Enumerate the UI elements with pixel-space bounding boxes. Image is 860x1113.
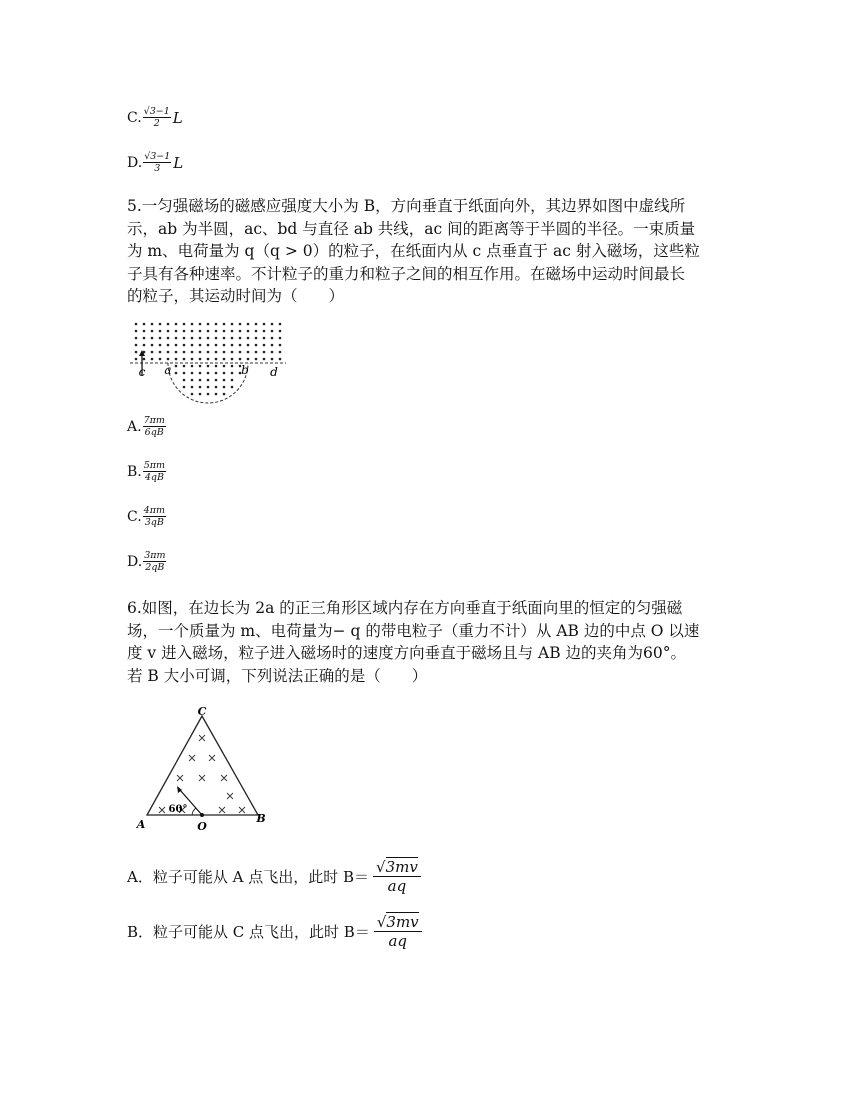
- question-line: 6.如图，在边长为 2a 的正三角形区域内存在方向垂直于纸面向里的恒定的匀强磁: [127, 599, 683, 617]
- q5-option-a[interactable]: [127, 415, 166, 438]
- field-dot: [159, 337, 162, 340]
- field-cross: [199, 775, 205, 781]
- field-dot: [215, 365, 218, 368]
- field-dot: [247, 351, 250, 354]
- field-dot: [255, 323, 258, 326]
- field-dot: [199, 344, 202, 347]
- semicircle-boundary: [168, 363, 248, 403]
- field-dot: [183, 386, 186, 389]
- field-dot: [135, 330, 138, 333]
- field-dot: [263, 337, 266, 340]
- field-dot: [271, 358, 274, 361]
- question-line: 若 B 大小可调，下列说法正确的是（ ）: [127, 666, 428, 685]
- field-dot: [167, 337, 170, 340]
- field-dot: [135, 344, 138, 347]
- field-dot: [151, 344, 154, 347]
- option-label: D.: [127, 154, 143, 171]
- field-dot: [231, 351, 234, 354]
- triangle-region: [147, 716, 258, 815]
- field-dot: [263, 351, 266, 354]
- field-dot: [223, 372, 226, 375]
- question-5-figure: [128, 318, 288, 408]
- field-dot: [223, 358, 226, 361]
- field-dot: [191, 365, 194, 368]
- field-dot: [151, 351, 154, 354]
- field-dot: [279, 330, 282, 333]
- field-dot: [255, 358, 258, 361]
- field-dot: [167, 323, 170, 326]
- field-dot: [175, 351, 178, 354]
- option-label: C.: [127, 109, 142, 126]
- field-dot: [239, 330, 242, 333]
- field-dot: [247, 337, 250, 340]
- label-vertex-c: C: [197, 706, 207, 718]
- field-dot: [279, 344, 282, 347]
- field-dot: [199, 386, 202, 389]
- field-dot: [231, 358, 234, 361]
- field-dot: [223, 323, 226, 326]
- field-dot: [215, 379, 218, 382]
- field-dot: [231, 372, 234, 375]
- label-point-o: O: [197, 820, 207, 833]
- field-dot: [271, 323, 274, 326]
- question-line: 的粒子，其运动时间为（ ）: [127, 287, 345, 305]
- label-b: b: [241, 363, 249, 377]
- field-dot: [191, 358, 194, 361]
- field-dot: [183, 351, 186, 354]
- field-dot: [191, 330, 194, 333]
- question-line: 示，ab 为半圆，ac、bd 与直径 ab 共线，ac 间的距离等于半圆的半径。一束质量: [127, 219, 696, 238]
- field-dot: [239, 344, 242, 347]
- option-fraction: $\frac{√3mv}{aq}$: [373, 858, 421, 895]
- field-dot: [175, 358, 178, 361]
- field-dot: [223, 393, 226, 396]
- field-dot: [199, 379, 202, 382]
- field-dot: [143, 323, 146, 326]
- option-label: C.: [127, 508, 142, 525]
- angle-arc: [192, 808, 196, 815]
- field-cross: [219, 807, 225, 813]
- question-line: 为 m、电荷量为 q（q > 0）的粒子，在纸面内从 c 点垂直于 ac 射入磁场，这些粒: [127, 242, 700, 260]
- option-label: D.: [127, 553, 143, 570]
- field-dot: [183, 323, 186, 326]
- field-dot: [215, 323, 218, 326]
- option-fraction: $\frac{7\pi m}{6qB}$: [143, 415, 165, 438]
- field-dot: [207, 344, 210, 347]
- field-dot: [159, 358, 162, 361]
- question-6-text: [127, 597, 727, 687]
- field-dot: [175, 323, 178, 326]
- field-dot: [231, 337, 234, 340]
- field-dot: [183, 358, 186, 361]
- field-dot: [191, 323, 194, 326]
- option-fraction: $\frac{√3-1}{3}$: [144, 151, 171, 174]
- field-dot: [223, 337, 226, 340]
- field-dot: [151, 358, 154, 361]
- field-dot: [223, 365, 226, 368]
- q5-option-d[interactable]: [127, 550, 166, 573]
- field-dot: [215, 351, 218, 354]
- field-dot: [199, 330, 202, 333]
- field-dot: [183, 337, 186, 340]
- field-dot: [183, 344, 186, 347]
- field-dot: [231, 344, 234, 347]
- field-dot: [279, 358, 282, 361]
- field-dot: [247, 344, 250, 347]
- field-dot: [271, 337, 274, 340]
- prev-option-c[interactable]: C. $\frac{√3-1}{2}$ L: [127, 106, 183, 129]
- option-fraction: $\frac{3\pi m}{2qB}$: [144, 550, 166, 573]
- field-dot: [231, 323, 234, 326]
- field-dot: [207, 365, 210, 368]
- field-dot: [143, 337, 146, 340]
- option-fraction: $\frac{√3-1}{2}$: [143, 106, 170, 129]
- field-dot: [151, 323, 154, 326]
- field-dot: [159, 344, 162, 347]
- field-dot: [247, 358, 250, 361]
- field-dot: [255, 330, 258, 333]
- field-dot: [135, 358, 138, 361]
- field-dot: [191, 393, 194, 396]
- field-dot: [191, 351, 194, 354]
- field-dot: [191, 344, 194, 347]
- field-cross: [209, 755, 215, 761]
- field-dot: [159, 351, 162, 354]
- option-label: B.: [127, 463, 142, 480]
- field-dot: [199, 393, 202, 396]
- field-dot: [199, 323, 202, 326]
- field-dot: [175, 372, 178, 375]
- field-dot: [223, 386, 226, 389]
- field-cross: [159, 807, 165, 813]
- option-text: B．粒子可能从 C 点飞出，此时 B＝: [127, 923, 370, 941]
- field-dot: [279, 337, 282, 340]
- field-dot: [247, 330, 250, 333]
- field-dot: [175, 330, 178, 333]
- field-dot: [167, 330, 170, 333]
- field-cross: [239, 807, 245, 813]
- field-dot: [215, 344, 218, 347]
- option-label: A.: [127, 418, 142, 435]
- field-dot: [215, 358, 218, 361]
- option-text: A．粒子可能从 A 点飞出，此时 B＝: [127, 868, 369, 886]
- field-dot: [199, 337, 202, 340]
- field-dot: [167, 351, 170, 354]
- field-dot: [215, 330, 218, 333]
- field-dot: [279, 351, 282, 354]
- field-dot: [191, 386, 194, 389]
- label-angle: 60°: [168, 804, 188, 815]
- label-vertex-a: A: [136, 818, 146, 831]
- field-dot: [263, 330, 266, 333]
- field-dot: [151, 337, 154, 340]
- label-d: d: [270, 365, 278, 379]
- field-dot: [143, 330, 146, 333]
- field-cross: [189, 755, 195, 761]
- field-dot: [263, 323, 266, 326]
- option-fraction: $\frac{5\pi m}{4qB}$: [143, 460, 166, 483]
- field-dot: [175, 337, 178, 340]
- q5-option-c[interactable]: [127, 505, 166, 528]
- field-dot: [271, 351, 274, 354]
- point-o-marker: [200, 813, 204, 817]
- q6-option-a[interactable]: [127, 858, 421, 895]
- field-dot: [207, 351, 210, 354]
- field-dot: [231, 330, 234, 333]
- question-line: 子具有各种速率。不计粒子的重力和粒子之间的相互作用。在磁场中运动时间最长: [127, 264, 686, 283]
- field-dot: [239, 337, 242, 340]
- field-dot: [135, 351, 138, 354]
- label-vertex-b: B: [256, 812, 266, 825]
- field-dot: [215, 393, 218, 396]
- field-dot: [207, 393, 210, 396]
- field-dot: [183, 372, 186, 375]
- field-cross: [177, 775, 183, 781]
- field-dot: [151, 330, 154, 333]
- question-6-figure: [130, 706, 275, 836]
- option-fraction: $\frac{4\pi m}{3qB}$: [143, 505, 165, 528]
- field-dot: [183, 330, 186, 333]
- field-dot: [175, 365, 178, 368]
- field-dot: [239, 323, 242, 326]
- field-dot: [207, 323, 210, 326]
- field-dot: [271, 330, 274, 333]
- field-dot: [167, 344, 170, 347]
- field-dots: [135, 323, 282, 396]
- field-cross: [221, 775, 227, 781]
- field-dot: [255, 337, 258, 340]
- field-dot: [207, 358, 210, 361]
- field-cross: [199, 735, 205, 741]
- field-dot: [255, 351, 258, 354]
- field-dot: [191, 337, 194, 340]
- label-a: a: [164, 363, 172, 377]
- field-dot: [231, 379, 234, 382]
- field-dot: [231, 386, 234, 389]
- field-dot: [271, 344, 274, 347]
- field-dot: [231, 365, 234, 368]
- field-dot: [159, 330, 162, 333]
- field-dot: [167, 358, 170, 361]
- q5-option-b[interactable]: [127, 460, 166, 483]
- field-dot: [191, 379, 194, 382]
- field-dot: [215, 337, 218, 340]
- field-dot: [207, 372, 210, 375]
- prev-option-d[interactable]: D. $\frac{√3-1}{3}$ L: [127, 151, 184, 174]
- question-line: 5.一匀强磁场的磁感应强度大小为 B，方向垂直于纸面向外，其边界如图中虚线所: [127, 197, 686, 215]
- field-dot: [135, 323, 138, 326]
- question-line: 度 v 进入磁场，粒子进入磁场时的速度方向垂直于磁场且与 AB 边的夹角为60°。: [127, 644, 687, 662]
- field-dot: [223, 351, 226, 354]
- field-dot: [175, 344, 178, 347]
- field-dot: [239, 351, 242, 354]
- field-dot: [279, 323, 282, 326]
- field-crosses: [159, 735, 245, 813]
- field-dot: [159, 323, 162, 326]
- field-cross: [227, 793, 233, 799]
- field-dot: [263, 358, 266, 361]
- field-dot: [199, 365, 202, 368]
- label-c: c: [138, 365, 146, 379]
- field-dot: [143, 344, 146, 347]
- field-dot: [199, 358, 202, 361]
- field-dot: [199, 351, 202, 354]
- field-dot: [207, 330, 210, 333]
- field-dot: [223, 330, 226, 333]
- field-dot: [143, 358, 146, 361]
- field-dot: [199, 372, 202, 375]
- field-dot: [239, 358, 242, 361]
- option-fraction: $\frac{√3mv}{aq}$: [374, 913, 422, 950]
- field-dot: [223, 379, 226, 382]
- field-dot: [207, 379, 210, 382]
- field-dot: [207, 337, 210, 340]
- question-line: 场，一个质量为 m、电荷量为− q 的带电粒子（重力不计）从 AB 边的中点 O 以速: [127, 621, 700, 640]
- field-dot: [215, 372, 218, 375]
- field-dot: [215, 386, 218, 389]
- q6-option-b[interactable]: [127, 913, 422, 950]
- field-dot: [191, 372, 194, 375]
- field-dot: [207, 386, 210, 389]
- field-dot: [263, 344, 266, 347]
- question-5-text: [127, 195, 727, 308]
- field-dot: [183, 379, 186, 382]
- field-dot: [255, 344, 258, 347]
- field-dot: [183, 365, 186, 368]
- field-dot: [135, 337, 138, 340]
- field-dot: [223, 344, 226, 347]
- field-dot: [247, 323, 250, 326]
